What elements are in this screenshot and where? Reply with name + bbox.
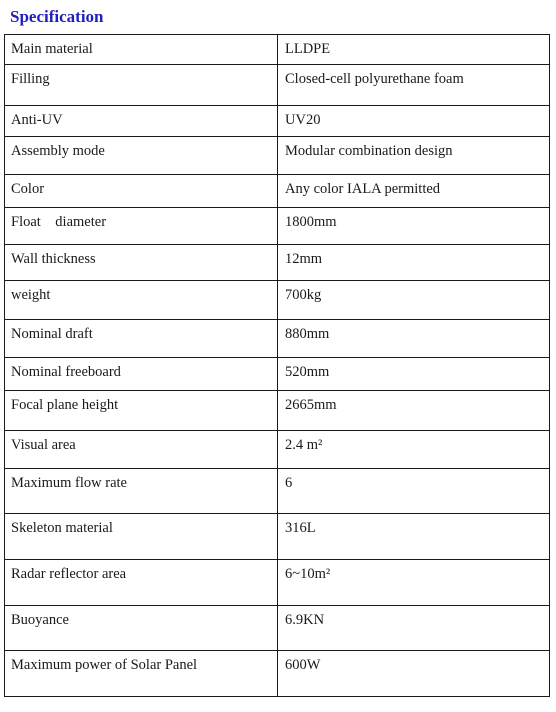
row-value: 1800mm bbox=[278, 208, 550, 245]
table-row bbox=[5, 391, 550, 431]
row-value: Closed-cell polyurethane foam bbox=[278, 65, 550, 106]
row-value: 6~10m² bbox=[278, 560, 550, 606]
table-row bbox=[5, 469, 550, 514]
row-label: Maximum power of Solar Panel bbox=[5, 651, 278, 697]
row-label: Filling bbox=[5, 65, 278, 106]
row-value: Modular combination design bbox=[278, 137, 550, 175]
table-row bbox=[5, 137, 550, 175]
row-label: Maximum flow rate bbox=[5, 469, 278, 514]
table-row bbox=[5, 358, 550, 391]
row-label: Wall thickness bbox=[5, 245, 278, 281]
table-row bbox=[5, 514, 550, 560]
table-row bbox=[5, 606, 550, 651]
row-value: UV20 bbox=[278, 106, 550, 137]
row-value: 600W bbox=[278, 651, 550, 697]
table-row bbox=[5, 320, 550, 358]
row-value: 880mm bbox=[278, 320, 550, 358]
row-label: Visual area bbox=[5, 431, 278, 469]
row-value: 6 bbox=[278, 469, 550, 514]
row-label: Main material bbox=[5, 35, 278, 65]
table-row bbox=[5, 560, 550, 606]
row-value: 12mm bbox=[278, 245, 550, 281]
specification-table bbox=[4, 34, 550, 697]
row-label: Skeleton material bbox=[5, 514, 278, 560]
table-row bbox=[5, 35, 550, 65]
row-value: Any color IALA permitted bbox=[278, 175, 550, 208]
row-value: 520mm bbox=[278, 358, 550, 391]
row-value: 2665mm bbox=[278, 391, 550, 431]
row-label: Anti-UV bbox=[5, 106, 278, 137]
row-label: Nominal freeboard bbox=[5, 358, 278, 391]
page-title: Specification bbox=[10, 7, 104, 26]
table-row bbox=[5, 175, 550, 208]
row-label: Assembly mode bbox=[5, 137, 278, 175]
row-label: Focal plane height bbox=[5, 391, 278, 431]
row-value: LLDPE bbox=[278, 35, 550, 65]
row-label: Radar reflector area bbox=[5, 560, 278, 606]
row-value: 700kg bbox=[278, 281, 550, 320]
row-label: Buoyance bbox=[5, 606, 278, 651]
row-label: Nominal draft bbox=[5, 320, 278, 358]
row-value: 316L bbox=[278, 514, 550, 560]
row-value: 2.4 m² bbox=[278, 431, 550, 469]
row-value: 6.9KN bbox=[278, 606, 550, 651]
row-label: weight bbox=[5, 281, 278, 320]
row-label: Float diameter bbox=[5, 208, 278, 245]
table-row bbox=[5, 281, 550, 320]
table-row bbox=[5, 65, 550, 106]
table-row bbox=[5, 651, 550, 697]
table-row bbox=[5, 245, 550, 281]
table-row bbox=[5, 431, 550, 469]
table-row bbox=[5, 106, 550, 137]
row-label: Color bbox=[5, 175, 278, 208]
table-row bbox=[5, 208, 550, 245]
